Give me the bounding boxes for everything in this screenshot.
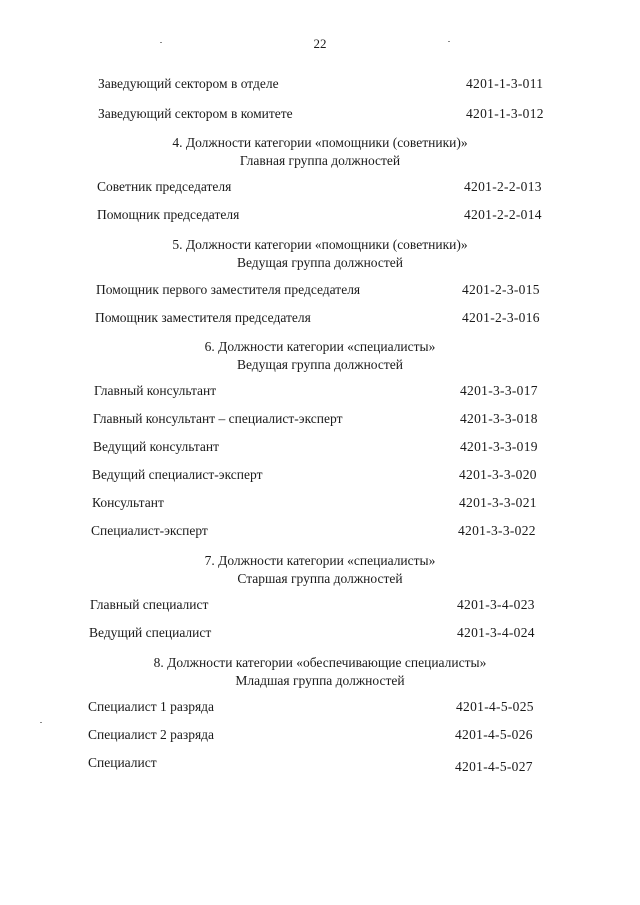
- position-title: Специалист 1 разряда: [88, 699, 215, 714]
- position-row: [0, 727, 640, 745]
- position-title: Ведущий специалист: [89, 625, 212, 640]
- position-title: Главный консультант: [94, 383, 217, 398]
- position-code: 4201-1-3-011: [466, 76, 544, 91]
- section-heading-title: 8. Должности категории «обеспечивающие специалисты»: [153, 655, 487, 670]
- position-row: [0, 523, 640, 541]
- position-code: 4201-3-3-017: [460, 383, 538, 398]
- position-row: [0, 467, 640, 485]
- section-heading: [0, 552, 640, 588]
- section-heading: [0, 654, 640, 690]
- section-heading-group: Главная группа должностей: [239, 153, 401, 168]
- position-title: Специалист: [88, 755, 157, 770]
- position-title: Ведущий специалист-эксперт: [92, 467, 263, 482]
- position-code: 4201-4-5-027: [455, 759, 533, 774]
- position-title: Главный консультант – специалист-эксперт: [93, 411, 343, 426]
- position-title: Помощник председателя: [97, 207, 240, 222]
- position-code: 4201-2-3-015: [462, 282, 540, 297]
- section-heading-title: 5. Должности категории «помощники (советники)»: [172, 237, 468, 252]
- section-heading-group: Ведущая группа должностей: [236, 255, 403, 270]
- position-title: Заведующий сектором в отделе: [98, 76, 279, 91]
- position-row: [0, 597, 640, 615]
- page-number: 22: [313, 36, 327, 51]
- position-code: 4201-3-4-023: [457, 597, 535, 612]
- position-title: Помощник первого заместителя председателя: [96, 282, 361, 297]
- section-heading-group: Младшая группа должностей: [235, 673, 405, 688]
- section-heading: [0, 134, 640, 170]
- position-code: 4201-2-3-016: [462, 310, 540, 325]
- position-code: 4201-4-5-025: [456, 699, 534, 714]
- position-row: [0, 282, 640, 300]
- section-heading-group: Ведущая группа должностей: [236, 357, 403, 372]
- position-code: 4201-1-3-012: [466, 106, 544, 121]
- position-row: [0, 310, 640, 328]
- section-heading: [0, 338, 640, 374]
- position-row: [0, 76, 640, 94]
- position-title: Ведущий консультант: [93, 439, 220, 454]
- scan-speck: [40, 722, 42, 723]
- position-title: Главный специалист: [90, 597, 209, 612]
- position-row: [0, 383, 640, 401]
- position-code: 4201-3-3-019: [460, 439, 538, 454]
- position-code: 4201-3-3-020: [459, 467, 537, 482]
- section-heading-title: 6. Должности категории «специалисты»: [204, 339, 436, 354]
- position-code: 4201-2-2-014: [464, 207, 542, 222]
- position-title: Консультант: [92, 495, 164, 510]
- position-code: 4201-3-4-024: [457, 625, 535, 640]
- position-row: [0, 495, 640, 513]
- position-code: 4201-3-3-018: [460, 411, 538, 426]
- position-row: [0, 699, 640, 717]
- position-code: 4201-2-2-013: [464, 179, 542, 194]
- section-heading-title: 7. Должности категории «специалисты»: [204, 553, 436, 568]
- position-title: Специалист-эксперт: [91, 523, 208, 538]
- position-row: [0, 207, 640, 225]
- position-code: 4201-3-3-022: [458, 523, 536, 538]
- position-code: 4201-4-5-026: [455, 727, 533, 742]
- section-heading-group: Старшая группа должностей: [237, 571, 403, 586]
- position-code: 4201-3-3-021: [459, 495, 537, 510]
- position-title: Советник председателя: [97, 179, 232, 194]
- position-title: Заведующий сектором в комитете: [98, 106, 293, 121]
- position-title: Помощник заместителя председателя: [95, 310, 311, 325]
- position-title: Специалист 2 разряда: [88, 727, 215, 742]
- position-row: [0, 439, 640, 457]
- section-heading: [0, 236, 640, 272]
- position-row: [0, 411, 640, 429]
- position-row: [0, 179, 640, 197]
- position-row: [0, 625, 640, 643]
- section-heading-title: 4. Должности категории «помощники (советники)»: [172, 135, 468, 150]
- position-row: [0, 755, 640, 773]
- position-row: [0, 106, 640, 124]
